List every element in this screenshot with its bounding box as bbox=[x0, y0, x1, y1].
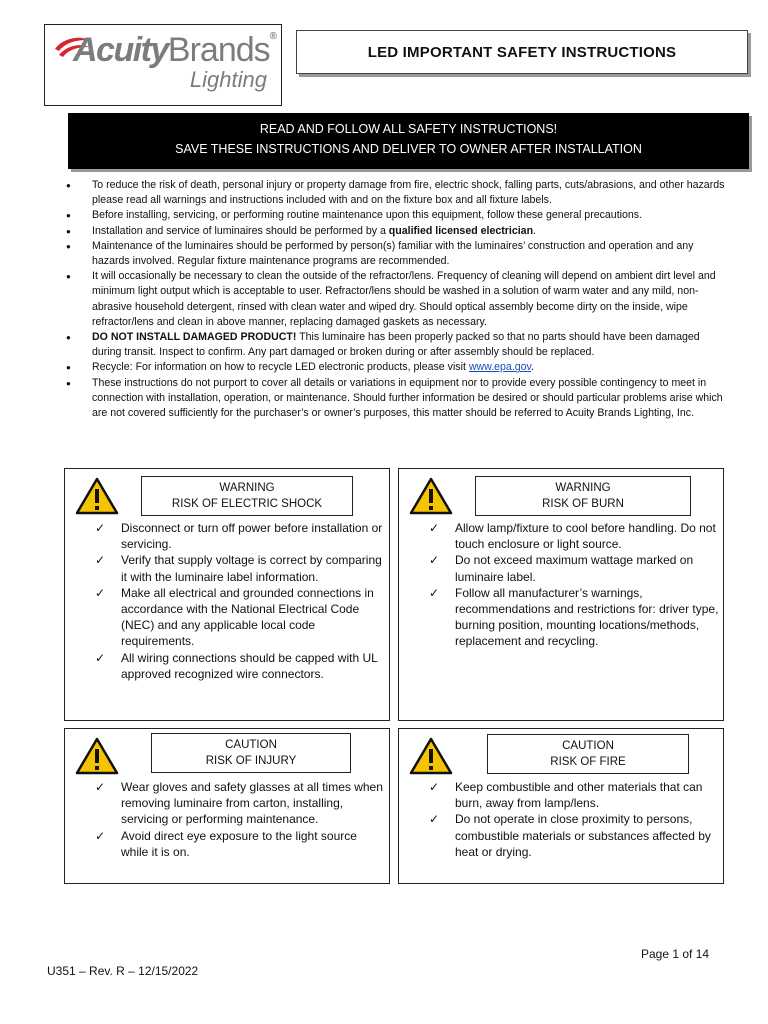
caution-label: CAUTION RISK OF FIRE bbox=[487, 734, 689, 774]
checklist-item: ✓ Disconnect or turn off power before installation or servicing. bbox=[95, 520, 385, 552]
list-item: ● It will occasionally be necessary to clean the outside of the refractor/lens. Frequency of cleaning will depend on ambient dirt level and minimum light output which is acceptable to user. Refractor/lens should be washed in a solution of warm water and any mild, non-abrasive household detergent, rinsed with clean water and wiped dry. Should optical assembly become dirty on the inside, wipe refractor/lens and clean in above manner, replacing damaged gaskets as necessary. bbox=[58, 269, 730, 330]
caution-fire-box bbox=[398, 728, 724, 884]
safety-banner bbox=[68, 113, 749, 169]
warning-burn-box bbox=[398, 468, 724, 721]
checklist-item: ✓ All wiring connections should be capped with UL approved recognized wire connectors. bbox=[95, 650, 385, 682]
warning-electric-shock-box bbox=[64, 468, 390, 721]
warning-label: WARNING RISK OF ELECTRIC SHOCK bbox=[141, 476, 353, 516]
checklist-item: ✓ Do not exceed maximum wattage marked on luminaire label. bbox=[429, 552, 719, 584]
revision-info: U351 – Rev. R – 12/15/2022 bbox=[47, 964, 199, 978]
banner-line-2: SAVE THESE INSTRUCTIONS AND DELIVER TO OWNER AFTER INSTALLATION bbox=[175, 142, 642, 156]
list-item: ● DO NOT INSTALL DAMAGED PRODUCT! This luminaire has been properly packed so that no parts should have been damaged during transit. Inspect to confirm. Any part damaged or broken during or after assembly should be replaced. bbox=[58, 330, 730, 360]
epa-link[interactable]: www.epa.gov bbox=[468, 361, 532, 374]
checklist-item: ✓ Verify that supply voltage is correct by comparing it with the luminaire label information. bbox=[95, 552, 385, 584]
warning-triangle-icon bbox=[409, 477, 453, 515]
list-item: ● These instructions do not purport to cover all details or variations in equipment nor to provide every possible contingency to meet in connection with installation, operation, or maintenance. Should further information be desired or should particular problems arise which are not covered sufficiently for the purchaser’s or owner’s purposes, this matter should be referred to Acuity Brands Lighting, Inc. bbox=[58, 376, 730, 422]
logo-subtitle: Lighting bbox=[189, 67, 267, 92]
company-logo bbox=[44, 24, 282, 106]
logo-wordmark: AcuityBrands® bbox=[73, 31, 276, 69]
checklist bbox=[95, 779, 385, 860]
warning-label: WARNING RISK OF BURN bbox=[475, 476, 691, 516]
list-item: ● To reduce the risk of death, personal injury or property damage from fire, electric shock, falling parts, cuts/abrasions, and other hazards please read all warnings and instructions included with and on the fixture box and all fixture labels. bbox=[58, 178, 730, 208]
checklist-item: ✓ Follow all manufacturer’s warnings, recommendations and restrictions for: driver type, burning position, mounting locations/methods, replacement and recycling. bbox=[429, 585, 719, 650]
checklist bbox=[429, 779, 719, 860]
list-item: ● Maintenance of the luminaires should be performed by person(s) familiar with the luminaires’ construction and operation and any hazards involved. Regular fixture maintenance programs are recommended. bbox=[58, 239, 730, 269]
warning-triangle-icon bbox=[75, 737, 119, 775]
page-number: Page 1 of 14 bbox=[641, 947, 710, 961]
caution-injury-box bbox=[64, 728, 390, 884]
warning-triangle-icon bbox=[75, 477, 119, 515]
checklist-item: ✓ Make all electrical and grounded connections in accordance with the National Electrical Code (NEC) and any applicable local code requirements. bbox=[95, 585, 385, 650]
list-item: ● Installation and service of luminaires should be performed by a qualified licensed electrician. bbox=[58, 224, 730, 239]
emphasis-text: DO NOT INSTALL DAMAGED PRODUCT! bbox=[92, 331, 297, 344]
checklist-item: ✓ Keep combustible and other materials that can burn, away from lamp/lens. bbox=[429, 779, 719, 811]
emphasis-text: qualified licensed electrician bbox=[388, 224, 534, 237]
caution-label: CAUTION RISK OF INJURY bbox=[151, 733, 351, 773]
checklist-item: ✓ Do not operate in close proximity to persons, combustible materials or substances affected by heat or drying. bbox=[429, 811, 719, 860]
list-item: ● Before installing, servicing, or performing routine maintenance upon this equipment, follow these general precautions. bbox=[58, 208, 730, 223]
checklist-item: ✓ Avoid direct eye exposure to the light source while it is on. bbox=[95, 828, 385, 860]
general-precautions-list bbox=[58, 178, 730, 421]
checklist bbox=[95, 520, 385, 682]
document-title: LED IMPORTANT SAFETY INSTRUCTIONS bbox=[367, 43, 677, 61]
checklist-item: ✓ Allow lamp/fixture to cool before handling. Do not touch enclosure or light source. bbox=[429, 520, 719, 552]
banner-line-1: READ AND FOLLOW ALL SAFETY INSTRUCTIONS! bbox=[259, 122, 558, 136]
list-item: ● Recycle: For information on how to recycle LED electronic products, please visit www.epa.gov. bbox=[58, 360, 730, 375]
checklist bbox=[429, 520, 719, 650]
warning-triangle-icon bbox=[409, 737, 453, 775]
checklist-item: ✓ Wear gloves and safety glasses at all times when removing luminaire from carton, installing, servicing or performing maintenance. bbox=[95, 779, 385, 828]
document-title-box bbox=[296, 30, 748, 74]
